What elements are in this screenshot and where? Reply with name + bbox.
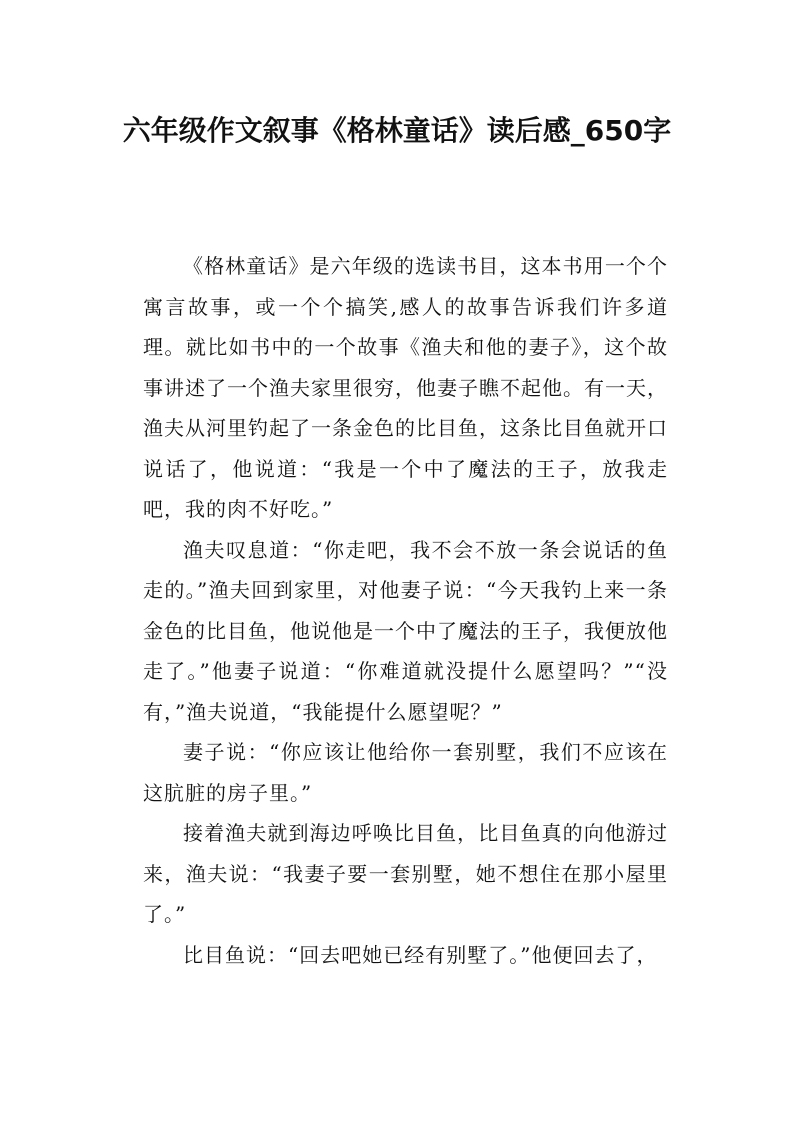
paragraph-2: 渔夫叹息道：“你走吧，我不会不放一条会说话的鱼走的。”渔夫回到家里，对他妻子说：“今天我钓上来一条金色的比目鱼，他说他是一个中了魔法的王子，我便放他走了。”他妻子说道：“你难道就没提什么愿望吗？”“没有，”渔夫说道，“我能提什么愿望呢？” [143, 537, 668, 724]
document-title: 六年级作文叙事《格林童话》读后感_650字 [122, 114, 672, 147]
paragraph-1: 《格林童话》是六年级的选读书目，这本书用一个个寓言故事，或一个个搞笑,感人的故事告诉我们许多道理。就比如书中的一个故事《渔夫和他的妻子》，这个故事讲述了一个渔夫家里很穷，他妻子瞧不起他。有一天，渔夫从河里钓起了一条金色的比目鱼，这条比目鱼就开口说话了，他说道：“我是一个中了魔法的王子，放我走吧，我的肉不好吃。” [143, 254, 668, 521]
paragraph-5: 比目鱼说：“回去吧她已经有别墅了。”他便回去了， [183, 942, 658, 967]
document-body [143, 246, 668, 975]
paragraph-3: 妻子说：“你应该让他给你一套别墅，我们不应该在这肮脏的房子里。” [143, 740, 668, 805]
paragraph-4: 接着渔夫就到海边呼唤比目鱼，比目鱼真的向他游过来，渔夫说：“我妻子要一套别墅，她不想住在那小屋里了。” [143, 821, 668, 926]
